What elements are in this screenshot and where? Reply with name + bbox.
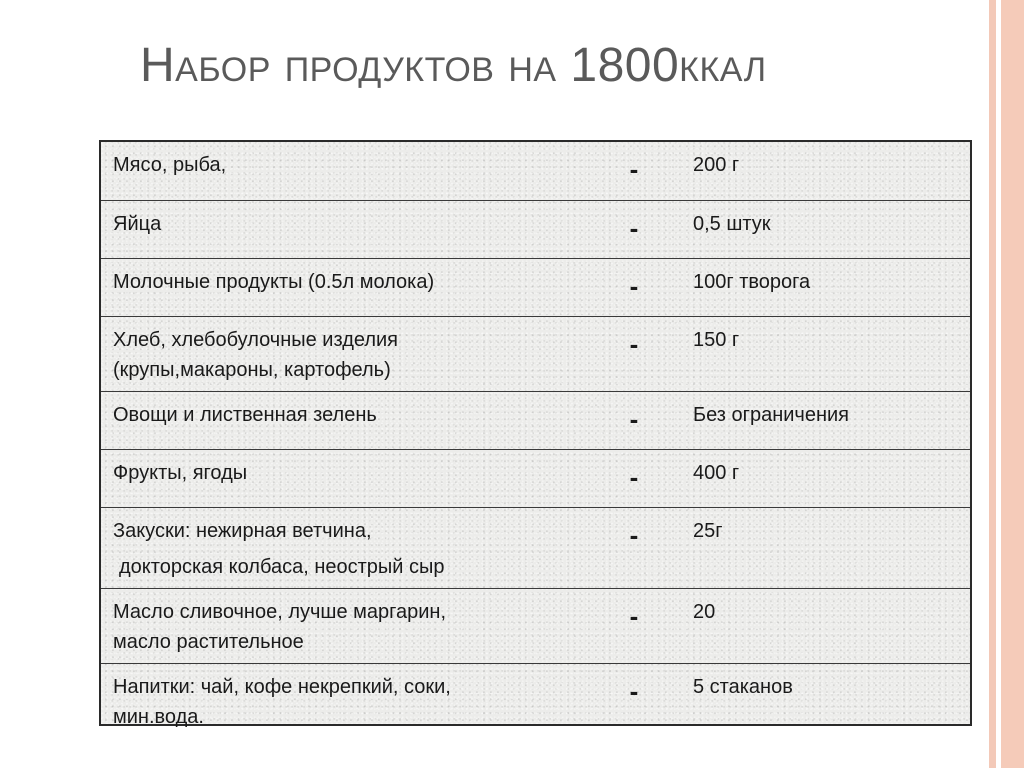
dash-cell: - [583, 507, 683, 588]
table-row [101, 588, 970, 663]
dash-cell: - [629, 154, 639, 184]
food-name-cell [101, 142, 583, 200]
food-name-line: Хлеб, хлебобулочные изделия [113, 328, 398, 351]
food-name-line: Масло сливочное, лучше маргарин, [113, 600, 447, 623]
food-name-cell [101, 588, 583, 663]
food-table [101, 142, 970, 738]
food-name-line: Мясо, рыба, [113, 154, 227, 176]
food-name-cell [101, 316, 583, 391]
amount-cell: 150 г [683, 316, 970, 391]
dash-cell: - [583, 391, 683, 449]
dash-cell: - [583, 200, 683, 258]
table-row [101, 449, 970, 507]
amount-cell: 5 стаканов [683, 663, 970, 738]
amount-cell: 100г творога [683, 258, 970, 316]
table-row [101, 258, 970, 316]
food-name-cell [101, 391, 583, 449]
table-row [101, 316, 970, 391]
food-name-cell [101, 200, 583, 258]
food-name-line: Овощи и лиственная зелень [113, 403, 377, 426]
decorative-side-stripes [979, 0, 1024, 768]
food-name-line: Напитки: чай, кофе некрепкий, соки, [113, 675, 451, 698]
amount-cell: Без ограничения [683, 391, 970, 449]
amount-cell: 200 г [693, 154, 740, 176]
amount-cell: 25г [683, 507, 970, 588]
table-row [101, 507, 970, 588]
food-name-line: докторская колбаса, неострый сыр [119, 555, 445, 578]
stripe-peach-2 [1001, 0, 1024, 768]
amount-cell: 400 г [683, 449, 970, 507]
dash-cell: - [583, 258, 683, 316]
dash-cell: - [583, 588, 683, 663]
amount-cell: 0,5 штук [683, 200, 970, 258]
food-name-line: (крупы,макароны, картофель) [113, 358, 391, 381]
food-name-cell [101, 507, 583, 588]
food-name-line: Молочные продукты (0.5л молока) [113, 270, 435, 293]
food-name-cell [101, 449, 583, 507]
table-row [101, 663, 970, 738]
food-set-table [99, 140, 972, 726]
dash-cell: - [583, 316, 683, 391]
dash-cell: - [583, 449, 683, 507]
food-name-line: Фрукты, ягоды [113, 461, 248, 484]
amount-cell: 20 [683, 588, 970, 663]
food-name-cell [101, 663, 583, 738]
stripe-white-1 [979, 0, 989, 768]
food-name-line: мин.вода. [113, 705, 204, 728]
stripe-peach-1 [989, 0, 996, 768]
food-name-line: Яйца [113, 212, 162, 235]
table-row [101, 200, 970, 258]
slide-title: Набор продуктов на 1800ккал [140, 39, 767, 92]
food-name-line: масло растительное [113, 630, 304, 653]
food-name-cell [101, 258, 583, 316]
table-row [101, 142, 970, 200]
food-name-line: Закуски: нежирная ветчина, [113, 519, 372, 542]
dash-cell: - [583, 663, 683, 738]
table-row [101, 391, 970, 449]
